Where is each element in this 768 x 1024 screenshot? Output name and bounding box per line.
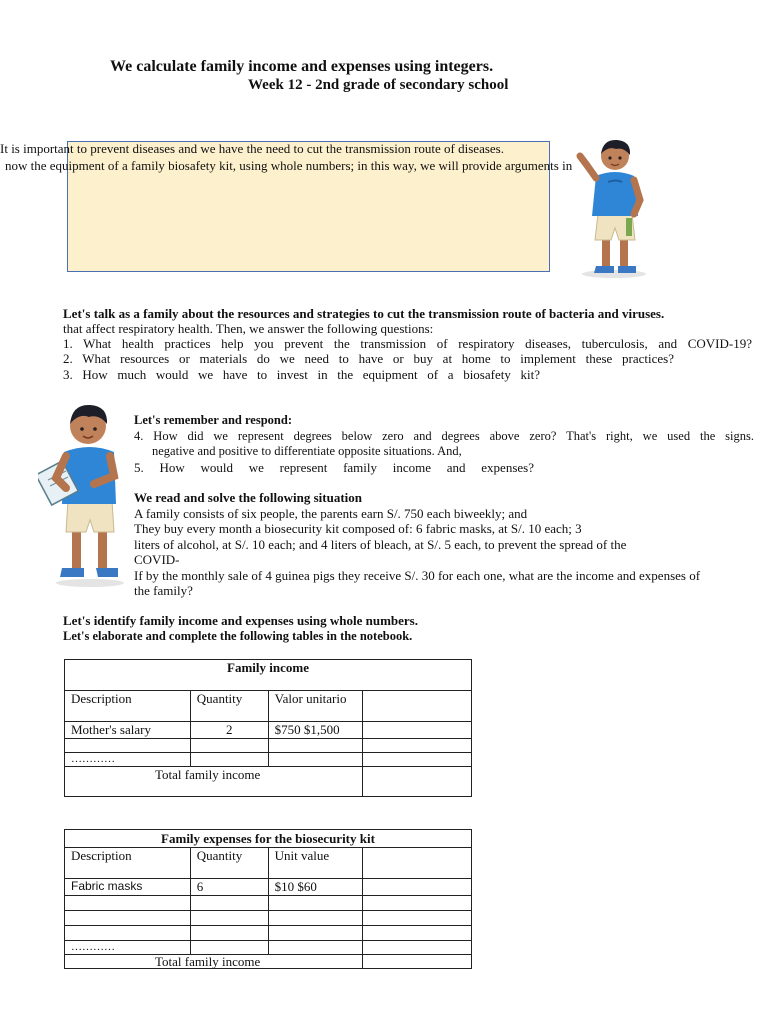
income-header-blank [362,691,471,722]
income-header-unit-value: Valor unitario [268,691,362,722]
expenses-table-title: Family expenses for the biosecurity kit [65,830,472,848]
expenses-header-blank [362,848,472,879]
situation-line-3: liters of alcohol, at S/. 10 each; and 4 liters of bleach, at S/. 5 each, to prevent the spread of the [134,537,627,552]
question-5: 5. How would we represent family income and expenses? [134,460,534,475]
expenses-cell: Fabric masks [65,879,191,896]
expenses-cell [190,896,268,911]
table-row [65,722,472,739]
expenses-cell [362,879,472,896]
income-dots: ………… [65,753,191,767]
expenses-cell [362,926,472,941]
page-title: We calculate family income and expenses using integers. [110,58,494,75]
expenses-cell [268,911,362,926]
income-header-description: Description [65,691,191,722]
income-table-title: Family income [65,660,472,691]
intro-line-2: now the equipment of a family biosafety kit, using whole numbers; in this way, we will provide arguments in [5,158,573,173]
income-cell [190,753,268,767]
expenses-cell [190,926,268,941]
expenses-cell [362,941,472,955]
income-cell [268,753,362,767]
expenses-cell [362,911,472,926]
identify-heading: Let's identify family income and expenses using whole numbers. [63,613,418,628]
boy-pointing-illustration [572,138,652,280]
boy-clipboard-illustration [38,396,130,590]
question-4-continued: negative and positive to differentiate opposite situations. And, [152,444,462,458]
expenses-cell [268,926,362,941]
table-row [65,879,472,896]
talk-heading: Let's talk as a family about the resources and strategies to cut the transmission route of bacteria and viruses. [63,306,665,321]
question-2: 2. What resources or materials do we need to have or buy at home to implement these practices? [63,351,674,366]
income-cell: 2 [190,722,268,739]
situation-line-4: COVID- [134,552,180,567]
income-cell [362,753,471,767]
expenses-cell [268,941,362,955]
expenses-cell [65,926,191,941]
income-total-value [362,767,471,797]
question-3: 3. How much would we have to invest in the equipment of a biosafety kit? [63,367,540,382]
table-row [65,941,472,955]
talk-line: that affect respiratory health. Then, we answer the following questions: [63,321,434,336]
expenses-dots: ………… [65,941,191,955]
expenses-cell: $10 $60 [268,879,362,896]
income-cell [268,739,362,753]
table-row [65,739,472,753]
intro-line-1: It is important to prevent diseases and we have the need to cut the transmission route of diseases. [0,141,504,156]
expenses-cell [65,911,191,926]
expenses-total-label: Total family income [65,955,363,969]
expenses-cell [190,941,268,955]
income-cell: Mother's salary [65,722,191,739]
table-row [65,753,472,767]
expenses-header-description: Description [65,848,191,879]
income-header-quantity: Quantity [190,691,268,722]
expenses-cell [268,896,362,911]
situation-line-2: They buy every month a biosecurity kit composed of: 6 fabric masks, at S/. 10 each; 3 [134,521,582,536]
question-4: 4. How did we represent degrees below zero and degrees above zero? That's right, we used the signs. [134,429,754,443]
income-table [64,659,472,797]
expenses-table [64,829,472,969]
identify-subheading: Let's elaborate and complete the following tables in the notebook. [63,629,413,643]
table-row [65,911,472,926]
income-cell [65,739,191,753]
expenses-cell [65,896,191,911]
income-cell: $750 $1,500 [268,722,362,739]
situation-line-6: the family? [134,583,193,598]
income-cell [362,739,471,753]
income-cell [190,739,268,753]
situation-line-5: If by the monthly sale of 4 guinea pigs they receive S/. 30 for each one, what are the income and expenses of [134,568,701,583]
income-cell [362,722,471,739]
page-subtitle: Week 12 - 2nd grade of secondary school [248,77,509,93]
expenses-header-unit-value: Unit value [268,848,362,879]
remember-heading: Let's remember and respond: [134,413,292,427]
situation-heading: We read and solve the following situation [134,490,363,505]
table-row [65,896,472,911]
expenses-cell: 6 [190,879,268,896]
expenses-total-value [362,955,472,969]
income-total-label: Total family income [65,767,363,797]
situation-line-1: A family consists of six people, the parents earn S/. 750 each biweekly; and [134,506,528,521]
expenses-cell [190,911,268,926]
table-row [65,926,472,941]
question-1: 1. What health practices help you prevent the transmission of respiratory diseases, tuberculosis, and COVID-19? [63,336,752,351]
expenses-cell [362,896,472,911]
expenses-header-quantity: Quantity [190,848,268,879]
